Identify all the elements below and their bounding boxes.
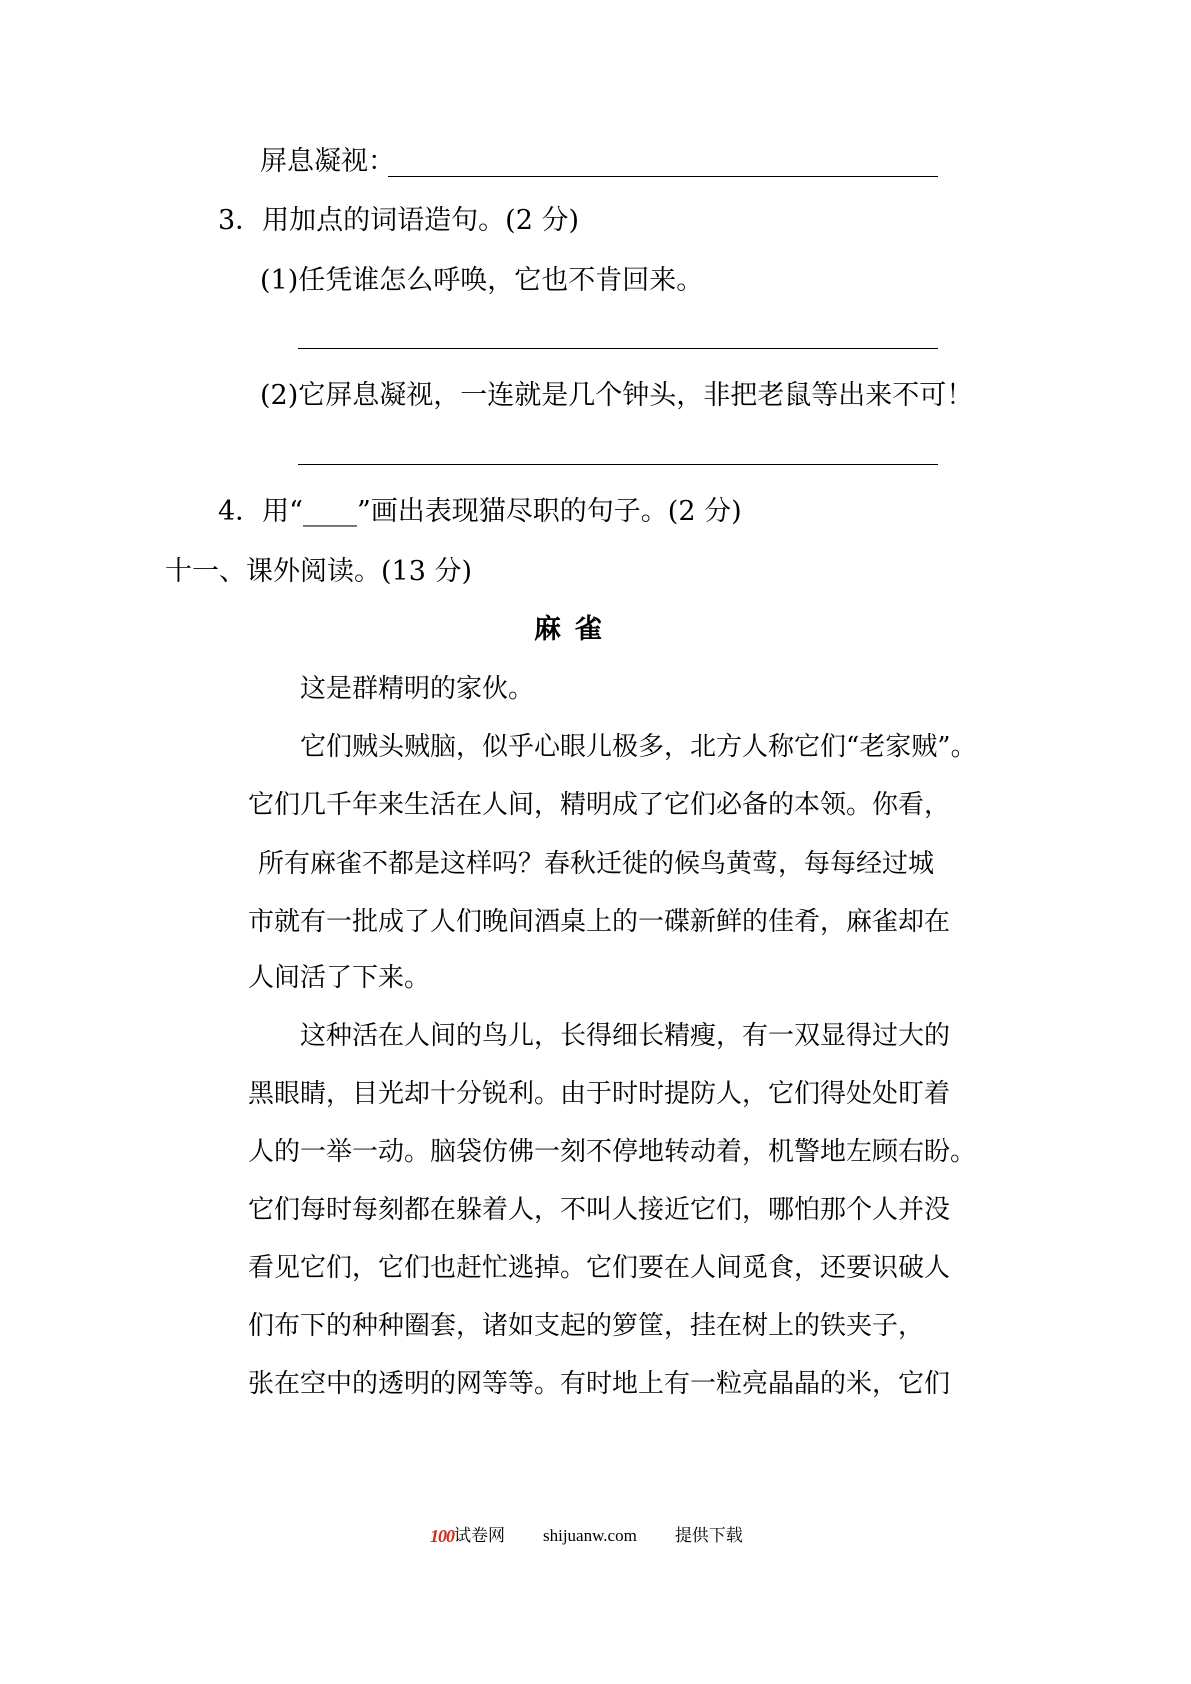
q2-answer-line[interactable] (388, 176, 938, 177)
footer (430, 1524, 743, 1547)
q3-prompt: 3．用加点的词语造句。(2 分) (218, 205, 580, 236)
footer-site-name: 试卷网 (454, 1526, 505, 1546)
q3-item-2: (2)它屏息凝视，一连就是几个钟头，非把老鼠等出来不可！ (260, 380, 974, 411)
passage-line: 它们贼头贼脑，似乎心眼儿极多，北方人称它们“老家贼”。 (300, 732, 977, 762)
passage-line: 这种活在人间的鸟儿，长得细长精瘦，有一双显得过大的 (300, 1021, 951, 1051)
footer-url[interactable]: shijuanw.com (543, 1526, 637, 1546)
passage-line: 张在空中的透明的网等等。有时地上有一粒亮晶晶的米，它们 (248, 1369, 951, 1399)
section-heading: 十一、课外阅读。(13 分) (165, 556, 473, 587)
passage-line: 黑眼睛，目光却十分锐利。由于时时提防人，它们得处处盯着 (248, 1079, 951, 1109)
passage-line: 人的一举一动。脑袋仿佛一刻不停地转动着，机警地左顾右盼。 (248, 1137, 977, 1167)
footer-note: 提供下载 (674, 1526, 743, 1546)
passage-line: 所有麻雀不都是这样吗？春秋迁徙的候鸟黄莺，每每经过城 (258, 849, 935, 879)
q3-item-2-answer-line[interactable] (298, 464, 938, 465)
passage-title: 麻雀 (534, 614, 616, 645)
passage-line: 看见它们，它们也赶忙逃掉。它们要在人间觅食，还要识破人 (248, 1253, 951, 1283)
passage-line: 这是群精明的家伙。 (300, 674, 535, 704)
passage-line: 市就有一批成了人们晚间酒桌上的一碟新鲜的佳肴，麻雀却在 (248, 907, 951, 937)
passage-line: 它们每时每刻都在躲着人，不叫人接近它们，哪怕那个人并没 (248, 1195, 951, 1225)
passage-line: 人间活了下来。 (248, 963, 431, 993)
q4-prompt: 4．用“____”画出表现猫尽职的句子。(2 分) (218, 496, 742, 527)
passage-line: 们布下的种种圈套，诸如支起的箩筐，挂在树上的铁夹子， (248, 1311, 925, 1341)
q3-item-1-answer-line[interactable] (298, 348, 938, 349)
q3-item-1: (1)任凭谁怎么呼唤，它也不肯回来。 (260, 265, 704, 296)
passage-line: 它们几千年来生活在人间，精明成了它们必备的本领。你看， (248, 790, 951, 820)
site-logo: 100 (430, 1526, 454, 1547)
q2-label: 屏息凝视： (260, 146, 395, 177)
